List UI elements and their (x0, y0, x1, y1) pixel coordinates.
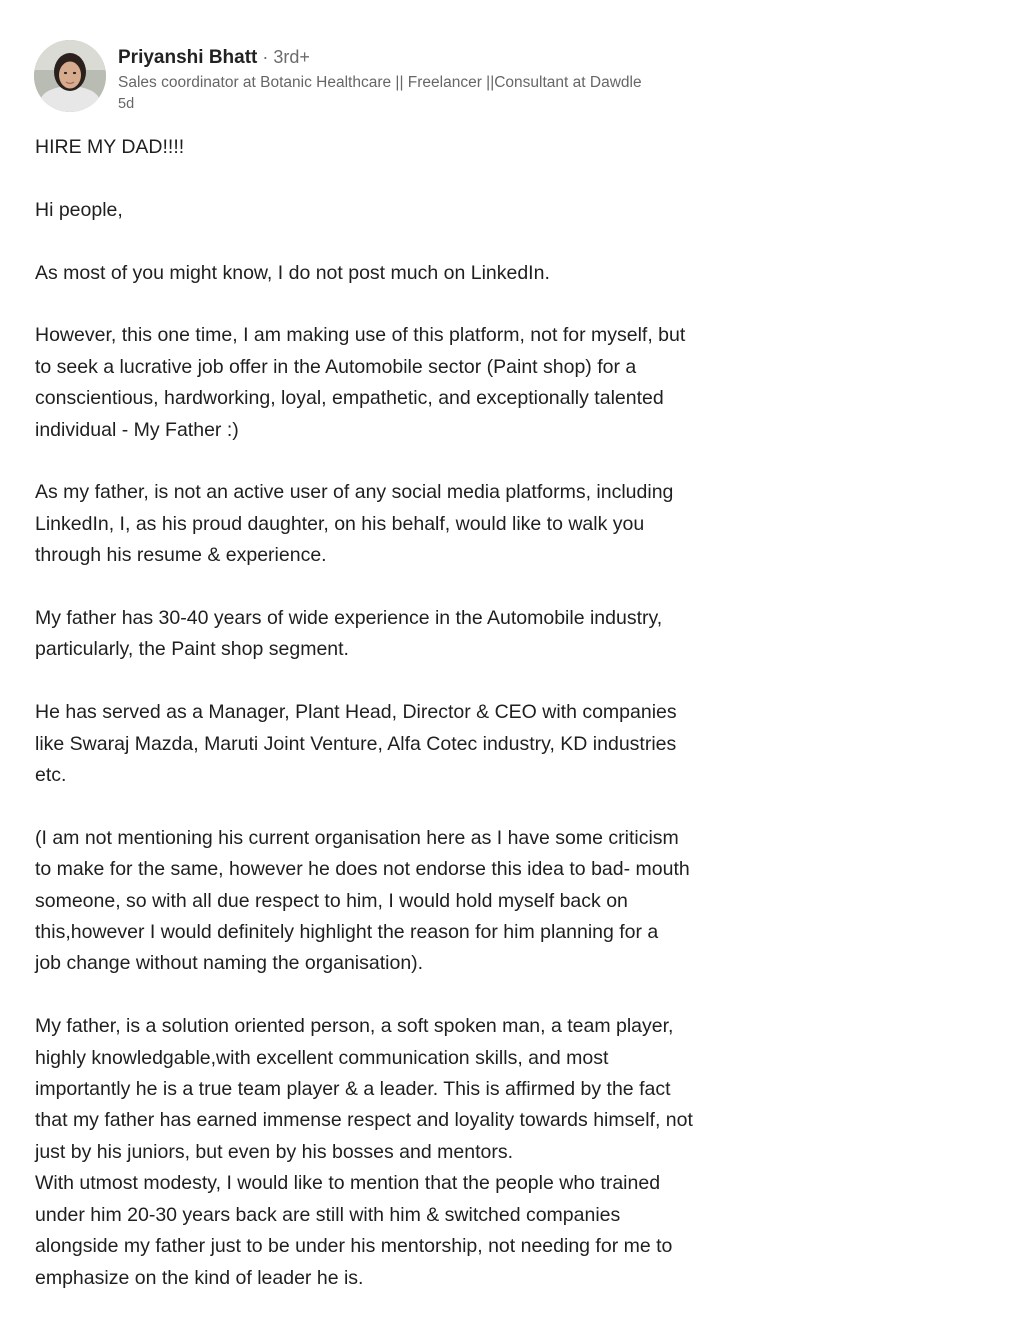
post-paragraph: With utmost modesty, I would like to mention that the people who trained under him 20-30 years back are still with him & switched companies alongside my father just to be under his mentorship, not needing for me to emphasize on the kind of leader he is. (35, 1172, 673, 1289)
post-paragraph: As most of you might know, I do not post much on LinkedIn. (35, 261, 550, 284)
connection-degree: 3rd+ (273, 47, 310, 67)
post-paragraph: My father, is a solution oriented person, a soft spoken man, a team player, highly knowledgable,with excellent communication skills, and most importantly he is a true team player & a leader. This is affirmed by the fact that my father has earned immense respect and loyality towards himself, not just by his juniors, but even by his bosses and mentors. (35, 1015, 693, 1163)
post-body (35, 132, 755, 1325)
author-meta (118, 44, 738, 114)
author-name-line (118, 44, 738, 70)
post-timestamp: 5d (118, 96, 135, 112)
post-header (34, 40, 734, 120)
author-headline: Sales coordinator at Botanic Healthcare || Freelancer ||Consultant at Dawdle (118, 74, 642, 91)
post-paragraph: However, this one time, I am making use of this platform, not for myself, but to seek a lucrative job offer in the Automobile sector (Paint shop) for a conscientious, hardworking, loyal, empathetic, and exceptionally talented individual - My Father :) (35, 324, 686, 441)
post-paragraph: He has served as a Manager, Plant Head, Director & CEO with companies like Swaraj Mazda, Maruti Joint Venture, Alfa Cotec industry, KD industries etc. (35, 701, 677, 787)
degree-separator: · (257, 47, 274, 67)
author-avatar[interactable] (34, 40, 106, 112)
post-paragraph: Hi people, (35, 198, 123, 221)
post-paragraph: As my father, is not an active user of any social media platforms, including LinkedIn, I, as his proud daughter, on his behalf, would like to walk you through his resume & experience. (35, 481, 674, 567)
author-name[interactable]: Priyanshi Bhatt (118, 47, 258, 68)
profile-photo-avatar (34, 40, 106, 112)
post-title: HIRE MY DAD!!!! (35, 136, 185, 158)
post-paragraph: My father has 30-40 years of wide experience in the Automobile industry, particularly, the Paint shop segment. (35, 607, 663, 661)
post-paragraph: (I am not mentioning his current organisation here as I have some criticism to make for the same, however he does not endorse this idea to bad- mouth someone, so with all due respect to him, I would hold myself back on this,however I would definitely highlight the reason for him planning for a job change without naming the organisation). (35, 826, 690, 975)
